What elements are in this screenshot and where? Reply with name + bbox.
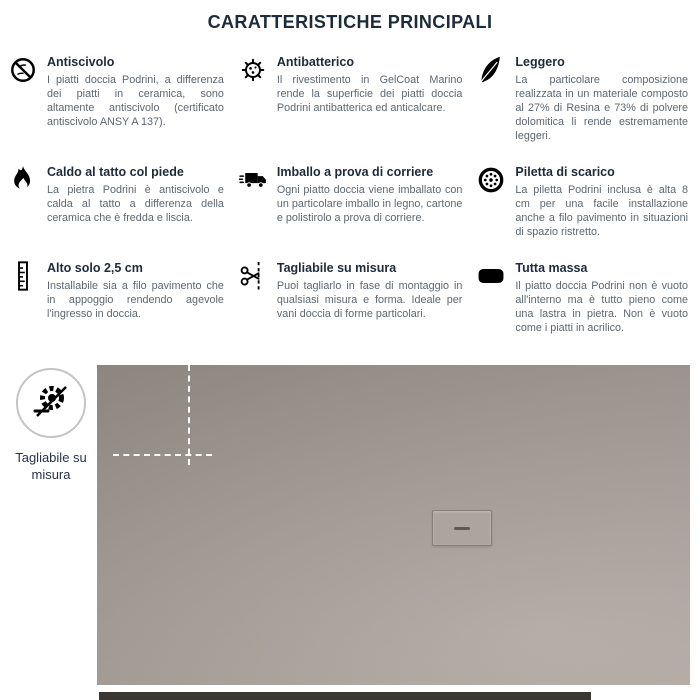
feather-icon bbox=[476, 55, 506, 87]
feature-caldo-al-tatto bbox=[8, 165, 224, 239]
features-grid bbox=[0, 33, 700, 335]
feature-text: Puoi tagliarlo in fase di montaggio in qualsiasi misura e forma. Ideale per vani doccia di forme particolari. bbox=[276, 280, 463, 321]
feature-title: Imballo a prova di corriere bbox=[276, 165, 434, 180]
feature-title: Antiscivolo bbox=[47, 55, 115, 69]
feature-text: La pietra Podrini è antiscivolo e calda al tatto a differenza della ceramica che è fredda e liscia. bbox=[47, 184, 224, 225]
badge-label: Tagliabile su misura bbox=[15, 450, 87, 482]
cuttable-badge bbox=[8, 368, 94, 484]
drain-icon bbox=[476, 165, 506, 197]
feature-alto-25cm bbox=[8, 261, 224, 335]
feature-title: Piletta di scarico bbox=[515, 165, 615, 180]
drain-slot bbox=[454, 527, 470, 530]
feature-text: I piatti doccia Podrini, a differenza dei piatti in ceramica, sono altamente antiscivolo (certificato antiscivolo ANSY A 137). bbox=[47, 74, 224, 129]
feature-tagliabile bbox=[238, 261, 463, 335]
feature-text: Il piatto doccia Podrini non è vuoto all'interno ma è tutto pieno come una lastra in pietra. Non è vuoto come i piatti in acrilico. bbox=[515, 280, 688, 335]
feature-text: La particolare composizione realizzata in un materiale composto al 27% di Resina e 73% di polvere dolomitica li rende estremamente leggeri. bbox=[515, 74, 688, 143]
feature-title: Caldo al tatto col piede bbox=[47, 165, 184, 180]
page-title: CARATTERISTICHE PRINCIPALI bbox=[207, 12, 493, 32]
delivery-truck-icon bbox=[238, 165, 268, 197]
feature-title: Antibatterico bbox=[276, 55, 354, 69]
feature-text: Il rivestimento in GelCoat Marino rende la superficie dei piatti doccia Podrini antibatterica ed anticalcare. bbox=[276, 74, 463, 115]
feature-piletta bbox=[476, 165, 688, 239]
feature-text: Installabile sia a filo pavimento che in appoggio rendendo agevole l'ingresso in doccia. bbox=[47, 280, 224, 321]
feature-antiscivolo bbox=[8, 55, 224, 143]
cut-guide-vertical bbox=[188, 365, 190, 465]
badge-circle bbox=[16, 368, 86, 438]
feature-imballo bbox=[238, 165, 463, 239]
feature-tutta-massa bbox=[476, 261, 688, 335]
feature-title: Tagliabile su misura bbox=[276, 261, 397, 276]
shower-tray-photo bbox=[97, 365, 690, 685]
feature-title: Alto solo 2,5 cm bbox=[47, 261, 143, 276]
feature-antibatterico bbox=[238, 55, 463, 143]
saw-blade-icon bbox=[29, 379, 73, 428]
feature-text: Ogni piatto doccia viene imballato con un particolare imballo in legno, cartone e polistirolo a prova di corriere. bbox=[276, 184, 463, 225]
scissors-icon bbox=[238, 261, 268, 293]
cut-guide-horizontal bbox=[113, 454, 212, 456]
feature-leggero bbox=[476, 55, 688, 143]
feature-title: Leggero bbox=[515, 55, 565, 69]
flame-icon bbox=[8, 165, 38, 197]
drain-cover bbox=[432, 510, 492, 546]
antibacterial-icon bbox=[238, 55, 268, 87]
solid-slab-icon bbox=[476, 261, 506, 293]
feature-text: La piletta Podrini inclusa è alta 8 cm per una facile installazione anche a filo pavimento in situazioni di spazio ristretto. bbox=[515, 184, 688, 239]
anti-slip-icon bbox=[8, 55, 38, 87]
ruler-icon bbox=[8, 261, 38, 293]
bottom-image-edge bbox=[99, 692, 591, 700]
feature-title: Tutta massa bbox=[515, 261, 588, 276]
